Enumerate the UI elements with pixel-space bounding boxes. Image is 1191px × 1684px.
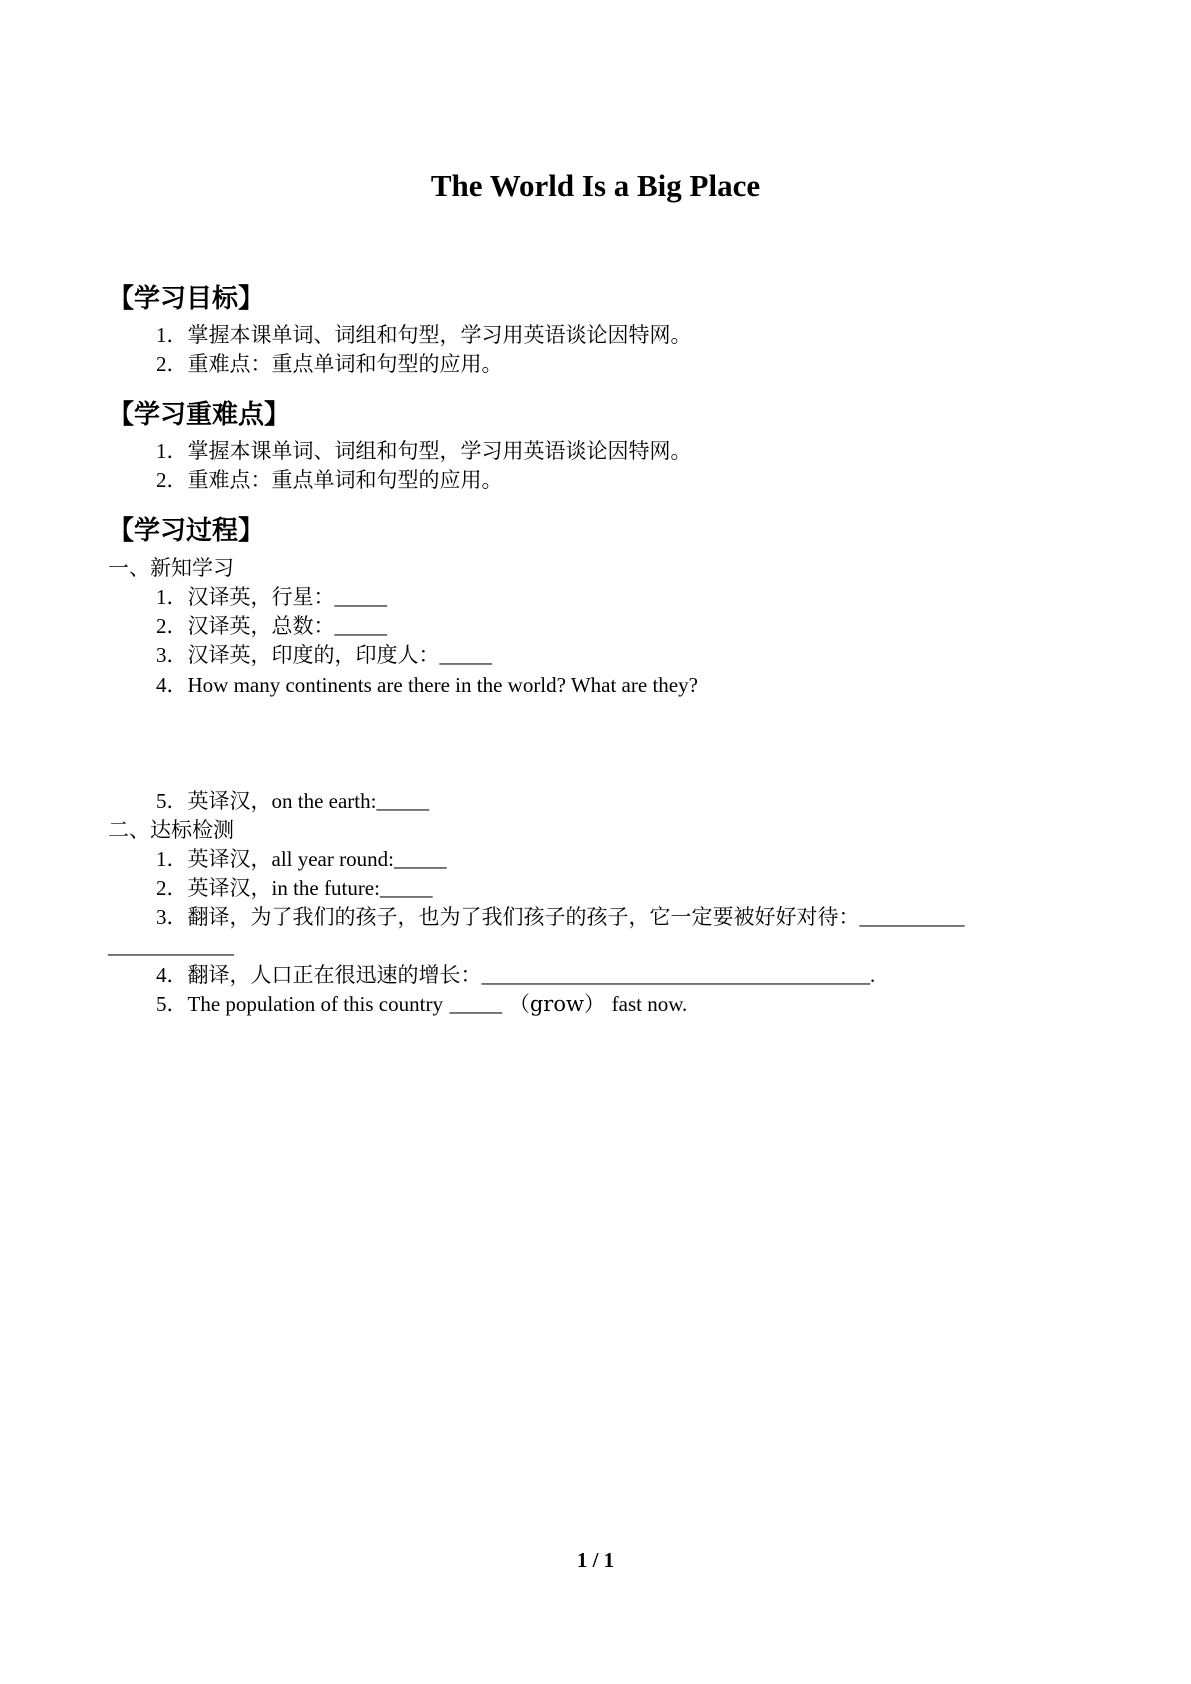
goal-item-1 xyxy=(156,320,692,350)
answer-blank: _____ xyxy=(379,876,433,900)
answer-blank: _____ xyxy=(439,643,492,667)
item-text-en: in the future: xyxy=(271,876,380,900)
item-text: The population of this country xyxy=(187,992,443,1016)
item-number: 4． xyxy=(156,673,188,697)
section-heading-goals: 【学习目标】 xyxy=(108,284,265,314)
part-label-assessment: 二、达标检测 xyxy=(108,818,234,842)
item-number: 1． xyxy=(156,323,188,347)
item-text: 汉译英，行星： xyxy=(187,585,335,609)
new-knowledge-item-2 xyxy=(156,611,387,641)
part-label-new-knowledge: 一、新知学习 xyxy=(108,556,234,580)
item-number: 2． xyxy=(156,876,188,900)
item-text: 掌握本课单词、词组和句型，学习用英语谈论因特网。 xyxy=(187,323,692,347)
assessment-item-1 xyxy=(156,844,446,874)
verb-hint: （grow） xyxy=(508,992,605,1016)
item-number: 3． xyxy=(156,905,188,929)
item-text-cn: 英译汉， xyxy=(187,876,272,900)
assessment-item-5 xyxy=(156,989,687,1019)
new-knowledge-item-5 xyxy=(156,786,429,816)
item-end: . xyxy=(870,963,876,987)
answer-blank: _____ xyxy=(376,789,429,813)
page-number: 1 / 1 xyxy=(576,1548,615,1572)
answer-blank: _____ xyxy=(393,847,447,871)
item-text-en: all year round: xyxy=(271,847,394,871)
assessment-item-3 xyxy=(156,902,965,932)
item-number: 5． xyxy=(156,992,188,1016)
assessment-item-2 xyxy=(156,873,432,903)
assessment-item-4 xyxy=(156,960,875,990)
item-text-en: on the earth: xyxy=(271,789,377,813)
item-number: 1． xyxy=(156,585,188,609)
item-text: 掌握本课单词、词组和句型，学习用英语谈论因特网。 xyxy=(187,439,692,463)
item-number: 1． xyxy=(156,439,188,463)
item-text: 重难点：重点单词和句型的应用。 xyxy=(187,352,503,376)
new-knowledge-item-3 xyxy=(156,640,492,670)
new-knowledge-item-1 xyxy=(156,582,387,612)
answer-blank: __________ xyxy=(859,905,965,929)
answer-blank: _____________________________________ xyxy=(481,963,870,987)
answer-blank: _____ xyxy=(334,614,387,638)
item-number: 2． xyxy=(156,468,188,492)
section-heading-process: 【学习过程】 xyxy=(108,516,265,546)
item-number: 1． xyxy=(156,847,188,871)
item-text: 汉译英，总数： xyxy=(187,614,335,638)
item-text: 翻译，为了我们的孩子，也为了我们孩子的孩子，它一定要被好好对待： xyxy=(187,905,860,929)
section-heading-key-points: 【学习重难点】 xyxy=(108,400,291,430)
item-number: 3． xyxy=(156,643,188,667)
item-text: 汉译英，印度的，印度人： xyxy=(187,643,440,667)
key-item-2 xyxy=(156,465,503,495)
answer-blank: ____________ xyxy=(108,934,234,958)
key-item-1 xyxy=(156,436,692,466)
item-text: How many continents are there in the world? What are they? xyxy=(187,673,698,697)
goal-item-2 xyxy=(156,349,503,379)
item-text-cn: 英译汉， xyxy=(187,789,272,813)
item-number: 2． xyxy=(156,352,188,376)
item-text: 翻译，人口正在很迅速的增长： xyxy=(187,963,482,987)
item-text: 重难点：重点单词和句型的应用。 xyxy=(187,468,503,492)
item-text-cn: 英译汉， xyxy=(187,847,272,871)
item-number: 2． xyxy=(156,614,188,638)
assessment-item-3-continuation xyxy=(108,931,234,961)
answer-blank: _____ xyxy=(449,992,503,1016)
answer-blank: _____ xyxy=(334,585,387,609)
new-knowledge-item-4 xyxy=(156,670,698,700)
item-number: 4． xyxy=(156,963,188,987)
document-title: The World Is a Big Place xyxy=(430,168,761,203)
item-number: 5． xyxy=(156,789,188,813)
item-text-end: fast now. xyxy=(611,992,688,1016)
